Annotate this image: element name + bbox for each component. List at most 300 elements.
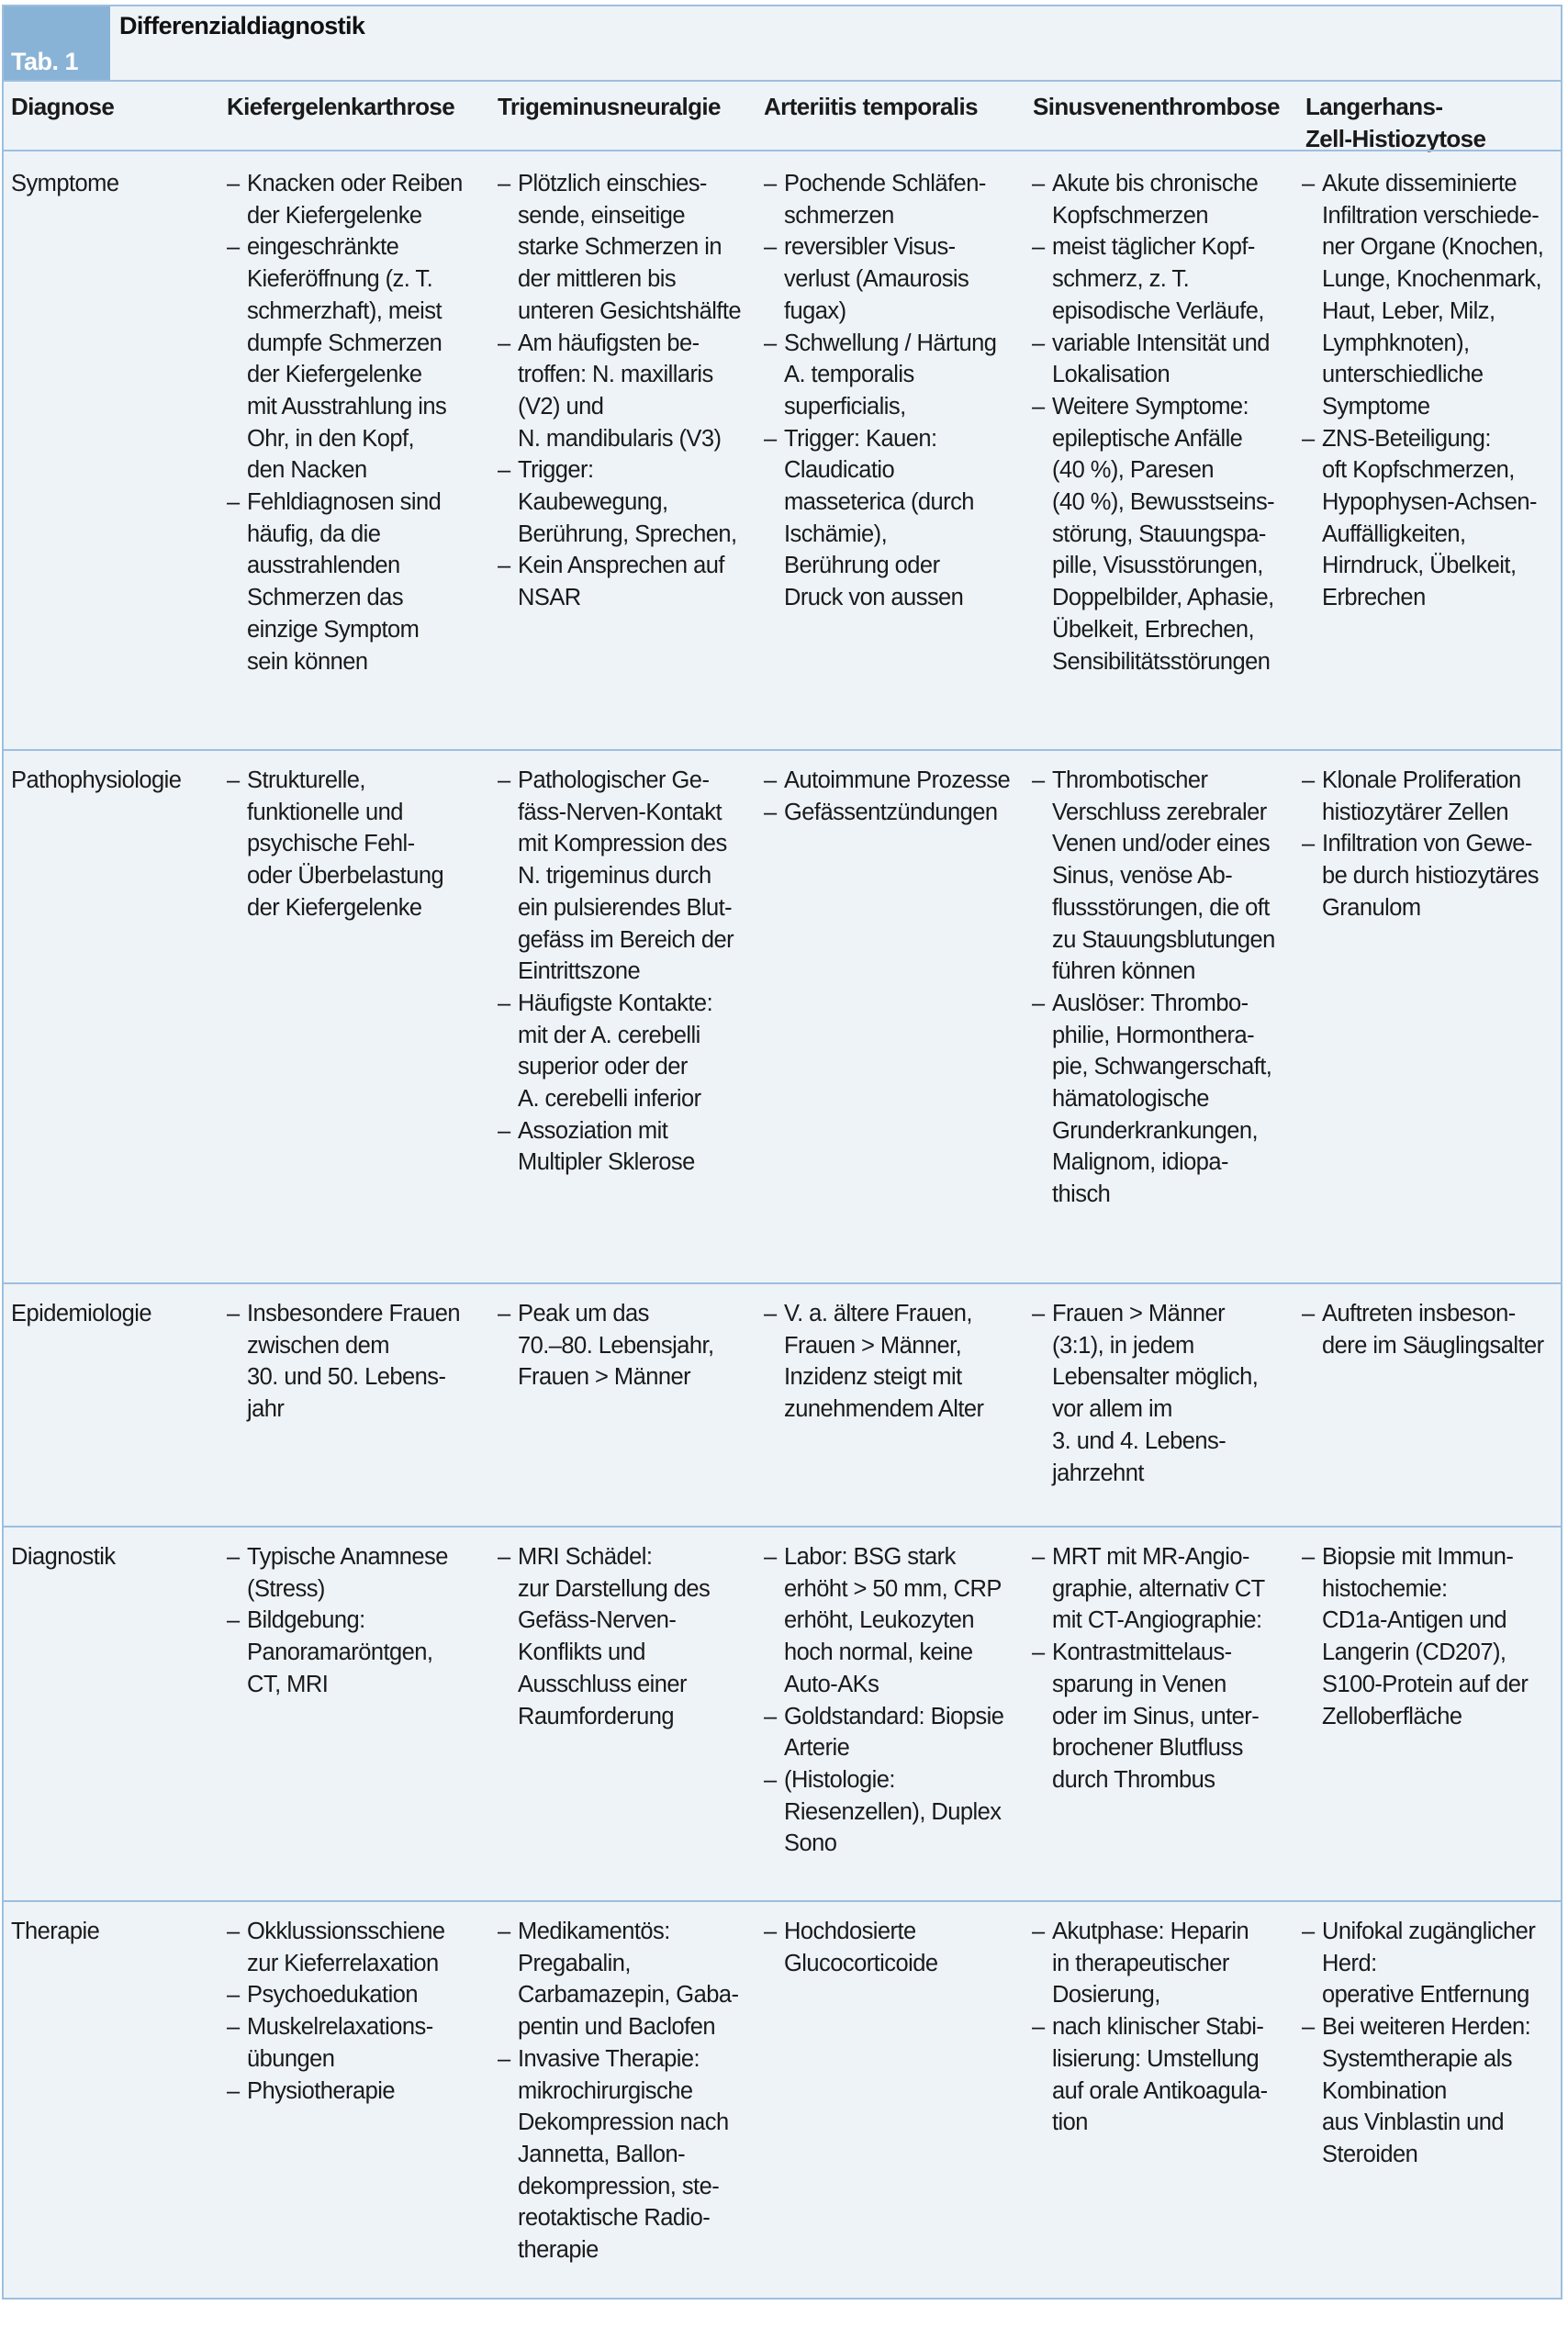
- list-item-text: schmerzen: [784, 202, 894, 229]
- list-item-text: oft Kopfschmerzen,: [1322, 457, 1515, 484]
- list-item-text: – (Histologie:: [784, 1766, 895, 1793]
- list-item: [227, 1916, 493, 1979]
- list-item: [227, 168, 493, 231]
- list-item-text: Venen und/oder eines: [1052, 831, 1271, 857]
- list-item-text: (40 %), Paresen: [1052, 457, 1215, 484]
- list-item-text: führen können: [1052, 958, 1195, 985]
- table-row: [4, 765, 1561, 1282]
- list-item-text: häufig, da die: [247, 520, 381, 547]
- list-item-text: Ischämie),: [784, 520, 888, 547]
- list-item-text: – Bildgebung:: [247, 1607, 365, 1634]
- list-item-text: Dekompression nach: [518, 2109, 729, 2136]
- list-item-text: Dosierung,: [1052, 1982, 1160, 2009]
- table-cell: [1302, 1916, 1563, 2171]
- list-item: [498, 765, 759, 988]
- list-item-text: schmerzhaft), meist: [247, 297, 442, 324]
- list-item-text: ein pulsierendes Blut-: [518, 894, 733, 921]
- list-item-text: 30. und 50. Lebens-: [247, 1364, 446, 1391]
- list-item: [498, 550, 759, 613]
- list-item: [227, 487, 493, 677]
- list-item-text: zur Darstellung des: [518, 1575, 711, 1602]
- list-item-text: A. temporalis: [784, 362, 914, 388]
- list-item-text: Ohr, in den Kopf,: [247, 425, 415, 452]
- header-col: [1033, 91, 1299, 123]
- list-item-text: störung, Stauungspa-: [1052, 520, 1266, 547]
- list-item-text: Langerin (CD207),: [1322, 1639, 1506, 1666]
- list-item-text: Druck von aussen: [784, 585, 964, 611]
- table-cell: [498, 168, 759, 614]
- list-item-text: dumpfe Schmerzen: [247, 330, 442, 356]
- list-item-text: Symptome: [1322, 393, 1430, 420]
- list-item-text: – Trigger:: [518, 457, 594, 484]
- list-item-text: dekompression, ste-: [518, 2173, 720, 2199]
- table-row: [4, 168, 1561, 749]
- list-item-text: vor allem im: [1052, 1396, 1172, 1423]
- list-item-text: oder im Sinus, unter-: [1052, 1703, 1260, 1729]
- list-item: [1032, 765, 1298, 988]
- list-item-text: – Muskelrelaxations-: [247, 2014, 433, 2041]
- row-divider: [4, 1526, 1561, 1528]
- list-item-text: – Insbesondere Frauen: [247, 1301, 460, 1326]
- table-cell: [764, 1916, 1027, 1979]
- list-item-text: aus Vinblastin und: [1322, 2109, 1505, 2136]
- list-item-text: troffen: N. maxillaris: [518, 362, 713, 388]
- list-item-text: – Autoimmune Prozesse: [784, 767, 1011, 793]
- list-item: [1032, 988, 1298, 1211]
- list-item-text: mit CT-Angiographie:: [1052, 1607, 1262, 1634]
- list-item-text: Infiltration verschiede-: [1322, 202, 1540, 229]
- list-item-text: – nach klinischer Stabi-: [1052, 2014, 1264, 2041]
- list-item-text: unteren Gesichtshälfte: [518, 297, 742, 324]
- list-item-text: Frauen > Männer,: [784, 1332, 962, 1359]
- row-divider: [4, 1900, 1561, 1902]
- list-item-text: jahr: [247, 1396, 285, 1423]
- list-item-text: – Auslöser: Thrombo-: [1052, 990, 1249, 1016]
- list-item-text: therapie: [518, 2237, 599, 2264]
- header-col-text: Arteriitis temporalis: [764, 93, 979, 120]
- list-item-text: Hirndruck, Übelkeit,: [1322, 553, 1517, 579]
- list-item-text: (3:1), in jedem: [1052, 1332, 1194, 1359]
- list-item-text: Schmerzen das: [247, 585, 404, 611]
- list-item: [1032, 391, 1298, 677]
- list-item-text: pie, Schwangerschaft,: [1052, 1054, 1272, 1080]
- list-item-text: Sinus, venöse Ab-: [1052, 863, 1233, 890]
- row-label: Epidemiologie: [11, 1301, 152, 1326]
- list-item-text: (40 %), Bewusstseins-: [1052, 489, 1275, 516]
- list-item-text: philie, Hormonthera-: [1052, 1022, 1255, 1048]
- list-item-text: hämatologische: [1052, 1086, 1209, 1113]
- row-label: Pathophysiologie: [11, 767, 182, 793]
- list-item-text: der Kiefergelenke: [247, 362, 422, 388]
- list-item: [227, 1605, 493, 1700]
- list-item-text: Claudicatio: [784, 457, 895, 484]
- list-item-text: mit Kompression des: [518, 831, 727, 857]
- table-cell: [227, 765, 493, 924]
- list-item: [1302, 765, 1563, 828]
- list-item-text: pentin und Baclofen: [518, 2014, 715, 2041]
- list-item-text: sein können: [247, 648, 368, 675]
- list-item-text: der Kiefergelenke: [247, 894, 422, 921]
- list-item: [764, 1916, 1027, 1979]
- list-item-text: flussstörungen, die oft: [1052, 894, 1270, 921]
- table-cell: [764, 1541, 1027, 1860]
- list-item-text: jahrzehnt: [1052, 1460, 1144, 1486]
- list-item-text: S100-Protein auf der: [1322, 1671, 1529, 1697]
- list-item-text: – Auftreten insbeson-: [1322, 1301, 1516, 1326]
- list-item-text: lisierung: Umstellung: [1052, 2045, 1260, 2072]
- list-item-text: auf orale Antikoagula-: [1052, 2077, 1268, 2104]
- list-item-text: reotaktische Radio-: [518, 2205, 711, 2232]
- table-cell: [764, 168, 1027, 614]
- list-item-text: Kombination: [1322, 2077, 1447, 2104]
- table-label-box: [4, 6, 110, 80]
- list-item-text: Carbamazepin, Gaba-: [518, 1982, 739, 2009]
- list-item-text: tion: [1052, 2109, 1088, 2136]
- table-cell: [1302, 1541, 1563, 1732]
- list-item-text: Lymphknoten),: [1322, 330, 1470, 356]
- list-item: [1032, 231, 1298, 327]
- list-item-text: thisch: [1052, 1181, 1111, 1208]
- list-item: [1302, 1541, 1563, 1732]
- list-item: [1032, 2011, 1298, 2139]
- list-item-text: – Pochende Schläfen-: [784, 171, 986, 196]
- list-item-text: – Kein Ansprechen auf: [518, 553, 724, 579]
- row-label: Symptome: [11, 171, 119, 196]
- list-item-text: funktionelle und: [247, 799, 403, 825]
- list-item-text: – Akute disseminierte: [1322, 171, 1518, 196]
- table-row: [4, 1298, 1561, 1526]
- list-item-text: – Schwellung / Härtung: [784, 330, 997, 356]
- list-item-text: Hypophysen-Achsen-: [1322, 489, 1537, 516]
- list-item-text: N. mandibularis (V3): [518, 425, 722, 452]
- list-item-text: Jannetta, Ballon-: [518, 2141, 686, 2167]
- table-cell: [227, 1298, 493, 1426]
- list-item-text: – Typische Anamnese: [247, 1544, 448, 1570]
- list-item-text: operative Entfernung: [1322, 1982, 1529, 2009]
- list-item-text: Auffälligkeiten,: [1322, 520, 1466, 547]
- list-item-text: – ZNS-Beteiligung:: [1322, 425, 1491, 452]
- list-item-text: 3. und 4. Lebens-: [1052, 1427, 1226, 1454]
- list-item-text: – Unifokal zugänglicher: [1322, 1919, 1536, 1944]
- header-divider: [4, 150, 1561, 151]
- list-item: [227, 231, 493, 487]
- list-item-text: Sensibilitätsstörungen: [1052, 648, 1271, 675]
- list-item-text: Gefäss-Nerven-: [518, 1607, 677, 1634]
- list-item-text: – Häufigste Kontakte:: [518, 990, 713, 1016]
- list-item-text: – meist täglicher Kopf-: [1052, 234, 1255, 261]
- list-item-text: – Peak um das: [518, 1301, 649, 1326]
- header-col: [764, 91, 1027, 123]
- list-item-text: Lokalisation: [1052, 362, 1170, 388]
- list-item: [1302, 168, 1563, 423]
- list-item-text: – MRI Schädel:: [518, 1544, 653, 1570]
- list-item-text: übungen: [247, 2045, 335, 2072]
- list-item: [764, 328, 1027, 423]
- list-item-text: – Hochdosierte: [784, 1919, 916, 1944]
- list-item-text: Raumforderung: [518, 1703, 675, 1729]
- header-col: [1305, 91, 1567, 154]
- list-item: [498, 1916, 759, 2043]
- list-item-text: – eingeschränkte: [247, 234, 399, 261]
- list-item-text: Konflikts und: [518, 1639, 645, 1666]
- list-item-text: fäss-Nerven-Kontakt: [518, 799, 722, 825]
- list-item-text: Riesenzellen), Duplex: [784, 1798, 1002, 1825]
- list-item-text: Sono: [784, 1830, 837, 1857]
- list-item-text: Arterie: [784, 1735, 850, 1762]
- list-item-text: der Kiefergelenke: [247, 202, 422, 229]
- list-item-text: durch Thrombus: [1052, 1766, 1215, 1793]
- list-item-text: Granulom: [1322, 894, 1421, 921]
- table-cell: [1032, 1541, 1298, 1796]
- list-item: [227, 2011, 493, 2075]
- list-item-text: Frauen > Männer: [518, 1364, 691, 1391]
- list-item-text: Verschluss zerebraler: [1052, 799, 1267, 825]
- list-item: [498, 988, 759, 1115]
- list-item-text: Übelkeit, Erbrechen,: [1052, 616, 1255, 643]
- list-item-text: – Gefässentzündungen: [784, 799, 998, 825]
- list-item-text: Kaubewegung,: [518, 489, 668, 516]
- list-item-text: fugax): [784, 297, 846, 324]
- differential-diagnosis-table: [2, 5, 1562, 2300]
- list-item-text: mit der A. cerebelli: [518, 1022, 700, 1048]
- header-col-text: Sinusvenenthrombose: [1033, 93, 1280, 120]
- list-item-text: – Invasive Therapie:: [518, 2045, 700, 2072]
- list-item-text: – Psychoedukation: [247, 1982, 418, 2009]
- list-item: [1302, 2011, 1563, 2171]
- table-cell: [227, 1541, 493, 1701]
- list-item: [1302, 1298, 1563, 1361]
- list-item: [227, 1979, 493, 2011]
- list-item: [764, 231, 1027, 327]
- row-divider: [4, 749, 1561, 751]
- list-item: [498, 1298, 759, 1393]
- table-title: Differenzialdiagnostik: [119, 12, 365, 39]
- list-item: [498, 328, 759, 455]
- list-item: [764, 1701, 1027, 1764]
- list-item-text: – Medikamentös:: [518, 1919, 670, 1944]
- list-item: [1032, 168, 1298, 231]
- list-item-text: – Biopsie mit Immun-: [1322, 1544, 1514, 1570]
- table-cell: [764, 1298, 1027, 1426]
- list-item-text: psychische Fehl-: [247, 831, 415, 857]
- list-item-text: sparung in Venen: [1052, 1671, 1226, 1697]
- list-item-text: Zelloberfläche: [1322, 1703, 1462, 1729]
- list-item-text: unterschiedliche: [1322, 362, 1484, 388]
- list-item-text: Multipler Sklerose: [518, 1149, 695, 1176]
- list-item-text: Kopfschmerzen: [1052, 202, 1209, 229]
- list-item-text: 70.–80. Lebensjahr,: [518, 1332, 714, 1359]
- table-cell: [498, 1298, 759, 1393]
- table-cell: [498, 1541, 759, 1732]
- list-item: [1302, 423, 1563, 614]
- list-item-text: mit Ausstrahlung ins: [247, 393, 447, 420]
- list-item: [764, 1764, 1027, 1860]
- list-item-text: epileptische Anfälle: [1052, 425, 1243, 452]
- list-item-text: – Knacken oder Reiben: [247, 171, 463, 196]
- list-item-text: CT, MRI: [247, 1671, 329, 1697]
- header-row: [4, 91, 1561, 151]
- list-item-text: einzige Symptom: [247, 616, 420, 643]
- list-item-text: – Labor: BSG stark: [784, 1544, 956, 1570]
- list-item-text: der mittleren bis: [518, 266, 677, 293]
- list-item-text: hoch normal, keine: [784, 1639, 973, 1666]
- list-item-text: zur Kieferrelaxation: [247, 1950, 439, 1976]
- list-item-text: Eintrittszone: [518, 958, 641, 985]
- list-item-text: schmerz, z. T.: [1052, 266, 1190, 293]
- list-item-text: ner Organe (Knochen,: [1322, 234, 1544, 261]
- list-item-text: – Assoziation mit: [518, 1117, 668, 1144]
- list-item-text: erhöht > 50 mm, CRP: [784, 1575, 1002, 1602]
- list-item-text: ausstrahlenden: [247, 553, 400, 579]
- list-item: [498, 168, 759, 328]
- list-item-text: be durch histiozytäres: [1322, 863, 1539, 890]
- table-label: Tab. 1: [11, 48, 79, 75]
- list-item-text: – Klonale Proliferation: [1322, 767, 1521, 793]
- table-cell: [764, 765, 1027, 828]
- list-item-text: A. cerebelli inferior: [518, 1086, 701, 1113]
- list-item-text: histiozytärer Zellen: [1322, 799, 1508, 825]
- list-item-text: Grunderkrankungen,: [1052, 1117, 1258, 1144]
- list-item: [1032, 1916, 1298, 2011]
- table-cell: [498, 1916, 759, 2266]
- list-item-text: NSAR: [518, 585, 581, 611]
- list-item-text: dere im Säuglingsalter: [1322, 1332, 1544, 1359]
- list-item-text: Berührung oder: [784, 553, 940, 579]
- table-cell: [1032, 1916, 1298, 2139]
- list-item-text: – Thrombotischer: [1052, 767, 1208, 793]
- list-item: [498, 2043, 759, 2266]
- table-cell: [1032, 168, 1298, 677]
- list-item-text: Inzidenz steigt mit: [784, 1364, 962, 1391]
- list-item-text: Auto-AKs: [784, 1671, 879, 1697]
- header-col: [227, 91, 493, 123]
- list-item-text: Lebensalter möglich,: [1052, 1364, 1259, 1391]
- list-item-text: – Fehldiagnosen sind: [247, 489, 442, 516]
- title-divider: [4, 80, 1561, 82]
- list-item-text: zunehmendem Alter: [784, 1396, 984, 1423]
- list-item-text: mikrochirurgische: [518, 2077, 693, 2104]
- list-item-text: brochener Blutfluss: [1052, 1735, 1243, 1762]
- list-item-text: (V2) und: [518, 393, 604, 420]
- list-item-text: N. trigeminus durch: [518, 863, 711, 890]
- list-item: [1302, 1916, 1563, 2011]
- list-item-text: Malignom, idiopa-: [1052, 1149, 1228, 1176]
- table-cell: [1302, 765, 1563, 924]
- table-cell: [1302, 168, 1563, 614]
- list-item-text: – Bei weiteren Herden:: [1322, 2014, 1531, 2041]
- list-item: [1302, 828, 1563, 923]
- list-item-text: Haut, Leber, Milz,: [1322, 297, 1495, 324]
- list-item-text: – Akutphase: Heparin: [1052, 1919, 1249, 1944]
- list-item-text: histochemie:: [1322, 1575, 1448, 1602]
- list-item-text: Steroiden: [1322, 2141, 1418, 2167]
- list-item: [764, 1298, 1027, 1426]
- list-item-text: superficialis,: [784, 393, 906, 420]
- header-col-text: Langerhans-: [1305, 93, 1443, 120]
- list-item: [227, 2076, 493, 2108]
- list-item-text: – Okklussionsschiene: [247, 1919, 445, 1944]
- list-item-text: Lunge, Knochenmark,: [1322, 266, 1542, 293]
- header-col: [498, 91, 759, 123]
- header-col-text: Kiefergelenkarthrose: [227, 93, 455, 120]
- list-item-text: Erbrechen: [1322, 585, 1426, 611]
- table-row: [4, 1916, 1561, 2298]
- list-item-text: in therapeutischer: [1052, 1950, 1229, 1976]
- list-item: [1032, 1541, 1298, 1637]
- list-item-text: verlust (Amaurosis: [784, 266, 969, 293]
- list-item: [498, 1115, 759, 1179]
- list-item-text: oder Überbelastung: [247, 863, 444, 890]
- list-item: [764, 168, 1027, 231]
- list-item: [764, 423, 1027, 614]
- list-item-text: – Akute bis chronische: [1052, 171, 1259, 196]
- list-item-text: – Plötzlich einschies-: [518, 171, 707, 196]
- list-item-text: graphie, alternativ CT: [1052, 1575, 1265, 1602]
- list-item-text: – Trigger: Kauen:: [784, 425, 937, 452]
- row-divider: [4, 1282, 1561, 1284]
- list-item: [764, 797, 1027, 829]
- list-item-text: superior oder der: [518, 1054, 688, 1080]
- header-row-label: Diagnose: [11, 93, 115, 120]
- list-item-text: zwischen dem: [247, 1332, 389, 1359]
- list-item: [227, 1298, 493, 1426]
- list-item-text: – Pathologischer Ge-: [518, 767, 710, 793]
- list-item: [1032, 1298, 1298, 1489]
- list-item-text: pille, Visusstörungen,: [1052, 553, 1263, 579]
- list-item-text: – Goldstandard: Biopsie: [784, 1703, 1004, 1729]
- table-row: [4, 1541, 1561, 1900]
- list-item-text: Glucocorticoide: [784, 1950, 938, 1976]
- list-item-text: Kieferöffnung (z. T.: [247, 266, 433, 293]
- list-item: [498, 454, 759, 550]
- table-cell: [1302, 1298, 1563, 1361]
- list-item-text: masseterica (durch: [784, 489, 974, 516]
- list-item-text: sende, einseitige: [518, 202, 686, 229]
- list-item: [498, 1541, 759, 1732]
- list-item-text: Systemtherapie als: [1322, 2045, 1512, 2072]
- list-item-text: zu Stauungsblutungen: [1052, 926, 1275, 953]
- table-cell: [227, 168, 493, 677]
- list-item-text: erhöht, Leukozyten: [784, 1607, 974, 1634]
- list-item: [1032, 328, 1298, 391]
- list-item-text: Doppelbilder, Aphasie,: [1052, 585, 1274, 611]
- row-label: Diagnostik: [11, 1544, 116, 1570]
- list-item-text: Panoramaröntgen,: [247, 1639, 433, 1666]
- list-item: [764, 765, 1027, 797]
- list-item-text: episodische Verläufe,: [1052, 297, 1264, 324]
- list-item-text: CD1a-Antigen und: [1322, 1607, 1507, 1634]
- header-col-text: Trigeminusneuralgie: [498, 93, 721, 120]
- list-item-text: – Physiotherapie: [247, 2077, 395, 2104]
- list-item: [227, 765, 493, 924]
- table-cell: [227, 1916, 493, 2107]
- table-cell: [1032, 765, 1298, 1211]
- list-item-text: – Kontrastmittelaus-: [1052, 1639, 1232, 1666]
- list-item-text: – MRT mit MR-Angio-: [1052, 1544, 1249, 1570]
- list-item-text: Berührung, Sprechen,: [518, 520, 737, 547]
- list-item: [764, 1541, 1027, 1701]
- list-item-text: – Frauen > Männer: [1052, 1301, 1226, 1326]
- list-item-text: Herd:: [1322, 1950, 1377, 1976]
- list-item: [1032, 1637, 1298, 1796]
- list-item-text: starke Schmerzen in: [518, 234, 722, 261]
- header-col-text: Zell-Histiozytose: [1305, 124, 1486, 152]
- table-cell: [498, 765, 759, 1179]
- list-item-text: Pregabalin,: [518, 1950, 631, 1976]
- list-item: [227, 1541, 493, 1605]
- table-cell: [1032, 1298, 1298, 1489]
- list-item-text: den Nacken: [247, 457, 367, 484]
